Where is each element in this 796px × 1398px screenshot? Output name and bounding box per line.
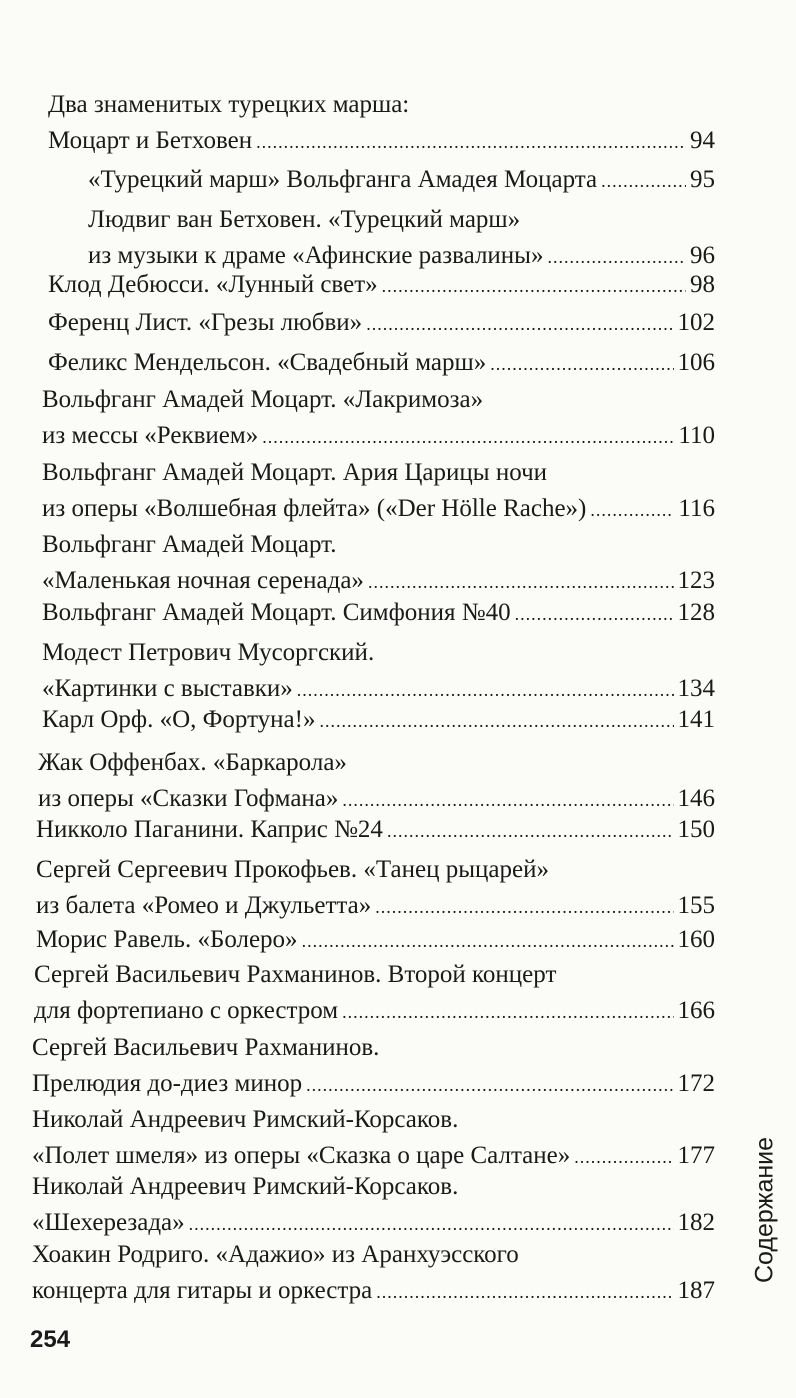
- toc-entry-page: 102: [677, 309, 715, 336]
- dot-leader: [342, 785, 673, 815]
- toc-entry-title: Сергей Васильевич Рахманинов.: [32, 1034, 380, 1061]
- toc-entry-title: из оперы «Волшебная флейта» («Der Hölle Rache»): [42, 495, 587, 522]
- toc-entry-page: 141: [677, 706, 715, 733]
- toc-entry-title: Клод Дебюсси. «Лунный свет»: [48, 271, 378, 298]
- toc-entry-page: 110: [678, 422, 715, 449]
- toc-entry-page: 150: [677, 816, 715, 843]
- toc-entry-title: для фортепиано с оркестром: [34, 997, 339, 1024]
- dot-leader: [515, 599, 674, 629]
- toc-entry-title: «Шехерезада»: [32, 1209, 185, 1236]
- dot-leader: [366, 309, 673, 339]
- toc-entry-line: [32, 1208, 715, 1239]
- toc-entry-title: Моцарт и Бетховен: [48, 127, 253, 154]
- page-number: 254: [30, 1326, 71, 1353]
- dot-leader: [306, 1070, 673, 1100]
- toc-entry-line: [88, 165, 715, 196]
- toc-entry-page: 95: [690, 166, 715, 193]
- toc-entry-title: Жак Оффенбах. «Баркарола»: [38, 749, 347, 776]
- toc-entry-title: Никколо Паганини. Каприс №24: [36, 816, 383, 843]
- toc-entry-heading-line: [32, 1172, 458, 1202]
- toc-entry-line: [42, 674, 715, 705]
- toc-entry-line: [36, 925, 715, 956]
- toc-entry-heading-line: [32, 1105, 458, 1135]
- toc-entry-title: Николай Андреевич Римский-Корсаков.: [32, 1106, 459, 1133]
- toc-entry-title: Ференц Лист. «Грезы любви»: [48, 309, 363, 336]
- toc-entry-line: [48, 308, 715, 339]
- toc-entry-heading-line: [38, 748, 347, 778]
- toc-entry-heading-line: [32, 1240, 519, 1270]
- toc-entry-heading-line: [48, 90, 409, 120]
- toc-entry-line: [48, 270, 715, 301]
- toc-entry-heading-line: [32, 1033, 379, 1063]
- dot-leader: [375, 892, 673, 922]
- toc-entry-line: [48, 126, 715, 157]
- toc-entry-page: 106: [677, 349, 715, 376]
- toc-entry-title: «Турецкий марш» Вольфганга Амадея Моцарта: [88, 166, 598, 193]
- toc-entry-title: концерта для гитары и оркестра: [32, 1277, 373, 1304]
- toc-entry-title: Хоакин Родриго. «Адажио» из Аранхуэсского: [32, 1241, 519, 1268]
- toc-entry-page: 155: [677, 892, 715, 919]
- toc-entry-title: из оперы «Сказки Гофмана»: [38, 785, 339, 812]
- toc-entry-title: Вольфганг Амадей Моцарт. Симфония №40: [42, 599, 511, 626]
- toc-entry-heading-line: [42, 638, 374, 668]
- toc-entry-page: 166: [677, 997, 715, 1024]
- toc-entry-title: из музыки к драме «Афинские развалины»: [88, 242, 544, 269]
- toc-entry-page: 146: [677, 785, 715, 812]
- toc-entry-title: «Полет шмеля» из оперы «Сказка о царе Салтане»: [32, 1142, 571, 1169]
- toc-entry-line: [36, 891, 715, 922]
- dot-leader: [368, 567, 674, 597]
- dot-leader: [189, 1209, 674, 1239]
- dot-leader: [376, 1277, 673, 1307]
- toc-entry-line: [32, 1141, 715, 1172]
- dot-leader: [319, 706, 673, 736]
- toc-entry-title: Николай Андреевич Римский-Корсаков.: [32, 1173, 459, 1200]
- toc-entry-page: 187: [677, 1277, 715, 1304]
- toc-entry-page: 182: [677, 1209, 715, 1236]
- toc-entry-heading-line: [42, 385, 483, 415]
- toc-entry-page: 96: [690, 242, 715, 269]
- toc-entry-line: [88, 241, 715, 272]
- toc-entry-title: Сергей Васильевич Рахманинов. Второй концерт: [34, 961, 557, 988]
- toc-entry-line: [42, 705, 715, 736]
- toc-entry-line: [32, 1276, 715, 1307]
- dot-leader: [256, 127, 686, 157]
- toc-entry-page: 94: [690, 127, 715, 154]
- toc-entry-page: 134: [677, 675, 715, 702]
- toc-entry-title: «Картинки с выставки»: [42, 675, 293, 702]
- toc-entry-line: [42, 494, 715, 525]
- toc-entry-heading-line: [42, 458, 547, 488]
- section-title: Содержание: [750, 1136, 779, 1284]
- dot-leader: [302, 926, 674, 956]
- dot-leader: [262, 422, 674, 452]
- toc-entry-title: Вольфганг Амадей Моцарт. «Лакримоза»: [42, 386, 484, 413]
- toc-entry-line: [48, 348, 715, 379]
- dot-leader: [387, 816, 674, 846]
- toc-entry-page: 177: [677, 1142, 715, 1169]
- toc-entry-line: [42, 421, 715, 452]
- toc-entry-title: из мессы «Реквием»: [42, 422, 259, 449]
- toc-entry-page: 172: [677, 1070, 715, 1097]
- toc-entry-line: [36, 815, 715, 846]
- toc-entry-page: 128: [677, 599, 715, 626]
- toc-entry-page: 160: [677, 926, 715, 953]
- dot-leader: [297, 675, 674, 705]
- toc-entry-page: 123: [677, 567, 715, 594]
- toc-entry-page: 116: [678, 495, 715, 522]
- toc-entry-heading-line: [88, 205, 520, 235]
- toc-entry-title: из балета «Ромео и Джульетта»: [36, 892, 372, 919]
- toc-entry-title: Морис Равель. «Болеро»: [36, 926, 298, 953]
- dot-leader: [547, 242, 686, 272]
- toc-entry-page: 98: [690, 271, 715, 298]
- toc-entry-heading-line: [34, 960, 556, 990]
- toc-entry-line: [42, 598, 715, 629]
- toc-entry-title: Модест Петрович Мусоргский.: [42, 639, 375, 666]
- dot-leader: [490, 349, 673, 379]
- dot-leader: [382, 271, 686, 301]
- dot-leader: [574, 1142, 673, 1172]
- dot-leader: [590, 495, 674, 525]
- toc-entry-title: Карл Орф. «О, Фортуна!»: [42, 706, 316, 733]
- toc-entry-title: Прелюдия до-диез минор: [32, 1070, 303, 1097]
- toc-entry-heading-line: [36, 855, 549, 885]
- toc-entry-line: [42, 566, 715, 597]
- toc-entry-title: Феликс Мендельсон. «Свадебный марш»: [48, 349, 487, 376]
- toc-entry-line: [38, 784, 715, 815]
- toc-entry-title: Вольфганг Амадей Моцарт. Ария Царицы ночи: [42, 459, 548, 486]
- toc-entry-line: [32, 1069, 715, 1100]
- toc-entry-title: Вольфганг Амадей Моцарт.: [42, 531, 337, 558]
- toc-entry-title: Людвиг ван Бетховен. «Турецкий марш»: [88, 206, 521, 233]
- toc-entry-title: Два знаменитых турецких марша:: [48, 91, 410, 118]
- dot-leader: [601, 166, 686, 196]
- toc-entry-heading-line: [42, 530, 336, 560]
- dot-leader: [342, 997, 673, 1027]
- toc-entry-title: Сергей Сергеевич Прокофьев. «Танец рыцарей»: [36, 856, 549, 883]
- toc-entry-line: [34, 996, 715, 1027]
- toc-entry-title: «Маленькая ночная серенада»: [42, 567, 364, 594]
